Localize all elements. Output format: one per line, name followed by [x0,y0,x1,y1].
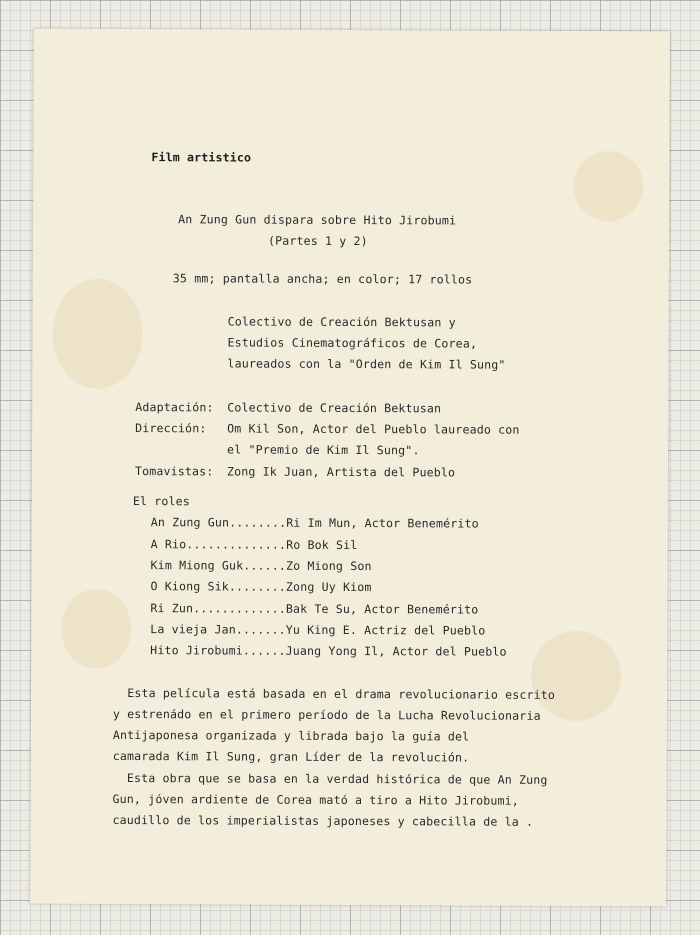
paper-stain [61,589,131,669]
paper-stain [531,631,621,721]
role-line: La vieja Jan.......Yu King E. Actriz del Pueblo [150,622,486,638]
role-line: Ri Zun.............Bak Te Su, Actor Benemérito [150,601,479,617]
typewritten-page [30,29,670,907]
synopsis-line: Esta obra que se basa en la verdad histórica de que An Zung [112,770,548,787]
role-line: A Rio..............Ro Bok Sil [150,537,358,553]
role-line: O Kiong Sik........Zong Uy Kiom [150,579,372,595]
film-title: An Zung Gun dispara sobre Hito Jirobumi [178,212,457,228]
credit-value: Colectivo de Creación Bektusan [227,400,442,416]
credit-value: el "Premio de Kim Il Sung". [227,442,420,458]
producer-line: Estudios Cinematográficos de Corea, [227,335,478,351]
credit-label: Adaptación: [135,400,214,415]
credit-value: Om Kil Son, Actor del Pueblo laureado con [227,421,520,437]
credit-label: Dirección: [135,421,207,436]
synopsis-line: caudillo de los imperialistas japoneses y cabecilla de la . [112,812,534,829]
role-line: An Zung Gun........Ri Im Mun, Actor Benemérito [150,515,479,531]
film-title-parts: (Partes 1 y 2) [267,233,368,249]
synopsis-line: Esta película está basada en el drama revolucionario escrito [112,685,556,702]
producer-line: laureados con la "Orden de Kim Il Sung" [227,356,506,372]
role-line: Hito Jirobumi......Juang Yong Il, Actor del Pueblo [150,643,507,659]
synopsis-line: Gun, jóven ardiente de Corea mató a tiro a Hito Jirobumi, [112,791,519,808]
credit-value: Zong Ik Juan, Artista del Pueblo [226,464,456,480]
document-heading: Film artistico [151,150,252,165]
role-line: Kim Miong Guk......Zo Miong Son [150,558,372,574]
roles-heading: El roles [132,494,190,509]
credit-label: Tomavistas: [134,464,214,479]
synopsis-line: Antijaponesa organizada y librada bajo la guía del [112,727,470,744]
paper-stain [52,279,142,389]
synopsis-line: camarada Kim Il Sung, gran Líder de la revolución. [112,748,470,765]
producer-line: Colectivo de Creación Bektusan y [227,314,456,330]
paper-stain [573,151,643,221]
film-specs: 35 mm; pantalla ancha; en color; 17 rollos [172,271,473,287]
synopsis-line: y estrenádo en el primero período de la Lucha Revolucionaria [112,706,541,723]
